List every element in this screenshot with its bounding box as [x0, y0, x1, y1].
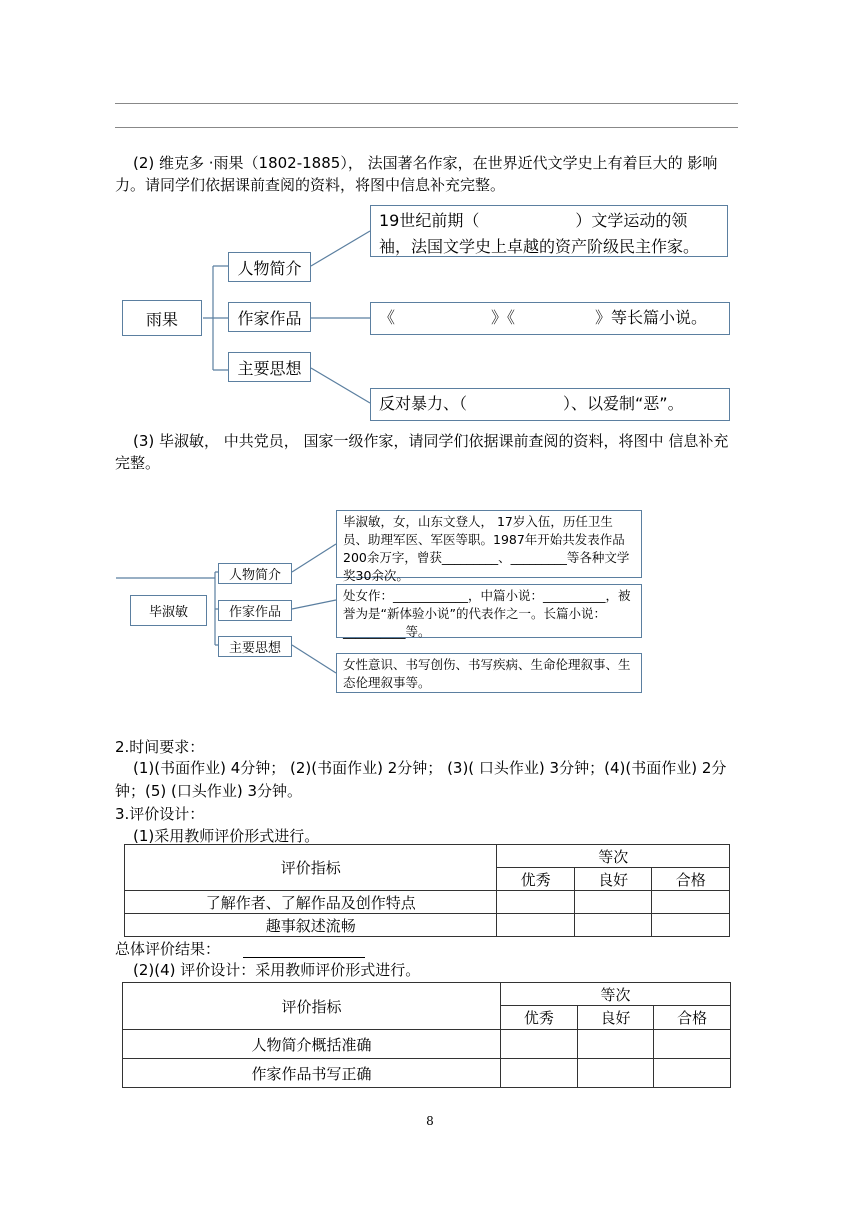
table-row: [123, 1059, 731, 1088]
table-cell[interactable]: [501, 1030, 578, 1059]
hugo-root: 雨果: [122, 300, 202, 336]
table2-grade-good: 良好: [577, 1006, 654, 1030]
table2-header-grade: 等次: [501, 983, 731, 1006]
table1-header-grade: 等次: [497, 845, 730, 868]
eval-table-1: [124, 844, 730, 937]
table1-grade-good: 良好: [574, 868, 652, 891]
overall-result-blank[interactable]: [243, 957, 365, 958]
table2-row-indicator: 人物简介概括准确: [123, 1030, 501, 1059]
bi-root: 毕淑敏: [130, 595, 207, 626]
table2-grade-excellent: 优秀: [501, 1006, 578, 1030]
table-cell[interactable]: [654, 1059, 731, 1088]
overall-result-label: 总体评价结果：: [115, 940, 221, 958]
hugo-info-thought: 反对暴力、（ ）、以爱制“恶”。: [370, 388, 730, 421]
table1-grade-excellent: 优秀: [497, 868, 575, 891]
table-row: [125, 891, 730, 914]
hugo-info-works: 《 》《 》等长篇小说。: [370, 302, 730, 335]
time-heading: 2.时间要求：: [115, 738, 205, 756]
hugo-info-bio: 19世纪前期（ ）文学运动的领袖，法国文学史上卓越的资产阶级民主作家。: [370, 205, 728, 257]
table2-grade-pass: 合格: [654, 1006, 731, 1030]
bi-info-works: 处女作：____________，中篇小说：__________，被誉为是“新体验小说”的代表作之一。长篇小说：__________等。: [336, 584, 642, 638]
table-cell[interactable]: [652, 914, 730, 937]
table-cell[interactable]: [652, 891, 730, 914]
table-cell[interactable]: [574, 914, 652, 937]
eval-table-2: [122, 982, 731, 1088]
eval-heading: 3.评价设计：: [115, 805, 205, 823]
bi-branch-thought: 主要思想: [218, 636, 292, 657]
table2-row-indicator: 作家作品书写正确: [123, 1059, 501, 1088]
eval-sub2: (2)(4) 评价设计：采用教师评价形式进行。: [133, 961, 421, 979]
hugo-branch-bio: 人物简介: [228, 252, 311, 282]
table-cell[interactable]: [577, 1030, 654, 1059]
table-row: [125, 914, 730, 937]
table-cell[interactable]: [577, 1059, 654, 1088]
hugo-intro: (2) 维克多 ·雨果（1802-1885）， 法国著名作家，在世界近代文学史上有着巨大的 影响力。请同学们依据课前查阅的资料，将图中信息补充完整。: [115, 154, 718, 194]
bi-info-thought: 女性意识、书写创伤、书写疾病、生命伦理叙事、生态伦理叙事等。: [336, 653, 642, 693]
hugo-branch-thought: 主要思想: [228, 352, 311, 382]
time-body: (1)(书面作业) 4分钟； (2)(书面作业) 2分钟； (3)( 口头作业) 3分钟；(4)(书面作业) 2分钟；(5) (口头作业) 3分钟。: [115, 759, 727, 800]
table-row: [123, 1030, 731, 1059]
bi-info-bio: 毕淑敏，女，山东文登人， 17岁入伍，历任卫生员、助理军医、军医等职。1987年开始共发表作品200余万字，曾获_________、_________等各种文学奖30余次。: [336, 510, 642, 578]
table1-row-indicator: 了解作者、了解作品及创作特点: [125, 891, 497, 914]
table1-row-indicator: 趣事叙述流畅: [125, 914, 497, 937]
table-cell[interactable]: [654, 1030, 731, 1059]
table-cell[interactable]: [497, 914, 575, 937]
eval-sub1: (1)采用教师评价形式进行。: [133, 827, 320, 845]
table-cell[interactable]: [501, 1059, 578, 1088]
bi-intro: (3) 毕淑敏， 中共党员， 国家一级作家，请同学们依据课前查阅的资料，将图中 信息补充完整。: [115, 432, 729, 472]
bi-branch-bio: 人物简介: [218, 563, 292, 584]
table1-header-indicator: 评价指标: [125, 845, 497, 891]
hugo-branch-works: 作家作品: [228, 302, 311, 332]
table-cell[interactable]: [497, 891, 575, 914]
table-cell[interactable]: [574, 891, 652, 914]
table1-grade-pass: 合格: [652, 868, 730, 891]
table2-header-indicator: 评价指标: [123, 983, 501, 1030]
page-number: 8: [426, 1114, 434, 1128]
bi-branch-works: 作家作品: [218, 600, 292, 621]
